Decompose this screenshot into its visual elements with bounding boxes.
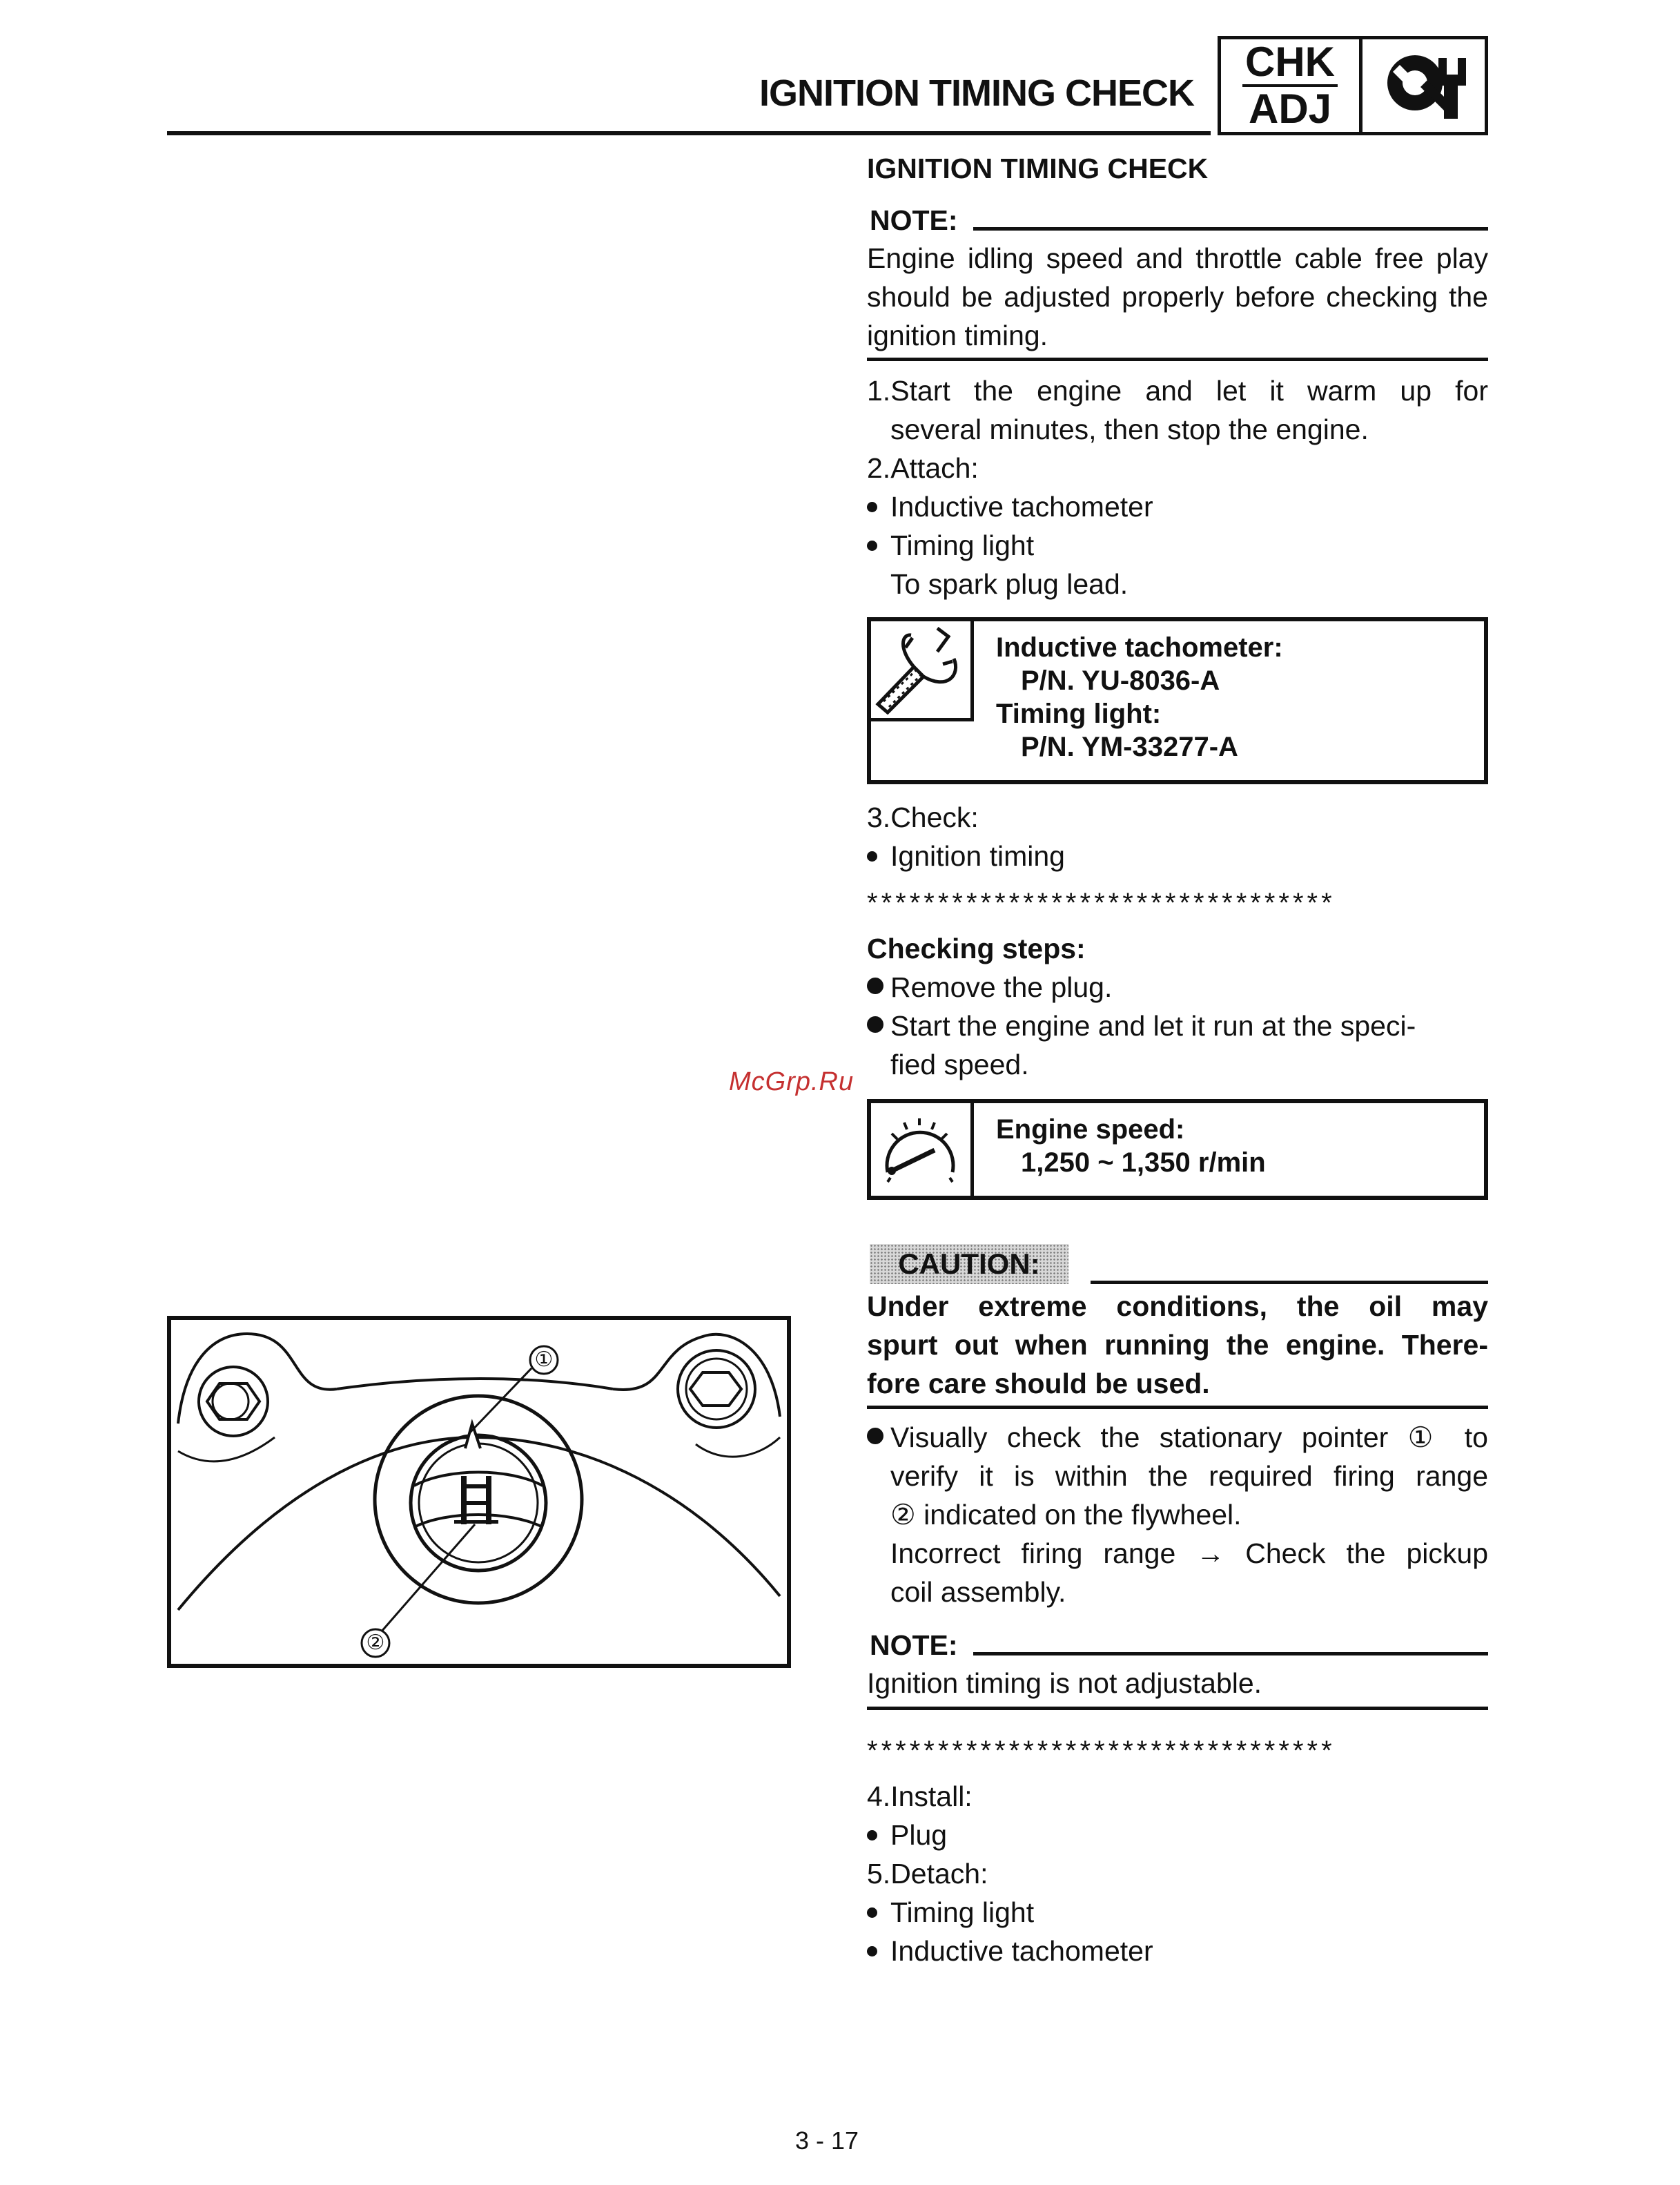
step-4: 4.Install: [867, 1780, 973, 1812]
separator-stars-2: ********************************* [867, 1736, 1336, 1766]
engine-speed-text [974, 1103, 1266, 1196]
bullet-icon [867, 851, 877, 862]
step-3-label: 3.Check: [867, 802, 979, 833]
engine-speed-box [867, 1099, 1488, 1200]
checking-steps [867, 929, 1488, 1084]
list-item: Remove the plug. [867, 968, 1488, 1007]
steps-4-5 [867, 1777, 1488, 1970]
page-number: 3 - 17 [795, 2126, 859, 2155]
caution-end-rule [867, 1406, 1488, 1409]
badge-text [1221, 39, 1362, 132]
bullet-icon [867, 1016, 883, 1033]
list-item: Timing light [867, 1893, 1488, 1932]
note-header [867, 204, 1488, 236]
checking-b2-cont: fied speed. [890, 1049, 1029, 1080]
separator-stars: ********************************* [867, 888, 1336, 918]
note-rule-2 [973, 1652, 1488, 1655]
note-end-rule [867, 358, 1488, 361]
wrench-gear-icon [1362, 39, 1485, 132]
tool-2-name: Timing light: [996, 699, 1162, 729]
engine-speed-value: 1,250 ~ 1,350 r/min [1021, 1147, 1266, 1178]
tachometer-icon [871, 1103, 974, 1196]
special-tool-icon [871, 621, 974, 721]
note-label: NOTE: [870, 204, 958, 236]
step-2-sub: To spark plug lead. [890, 568, 1129, 600]
list-item: Plug [867, 1816, 1488, 1854]
step-2: 2.Attach: [867, 452, 979, 484]
callout-2: ② [366, 1631, 385, 1654]
checking-heading: Checking steps: [867, 933, 1086, 964]
list-item: Ignition timing [867, 837, 1488, 875]
note-label-2: NOTE: [870, 1629, 958, 1661]
bullet-icon [867, 1830, 877, 1841]
callout-1: ① [534, 1348, 554, 1371]
bullet-icon [867, 502, 877, 512]
steps-1-2 [867, 371, 1488, 603]
list-item: Inductive tachometer [867, 487, 1488, 526]
step-3 [867, 798, 1488, 875]
note-text: Engine idling speed and throttle cable free play should be adjusted properly before checking the ignition timing. [867, 242, 1488, 351]
tool-2-pn: P/N. YM-33277-A [1021, 732, 1238, 762]
header-rule [167, 131, 1211, 135]
tool-1-pn: P/N. YU-8036-A [1021, 666, 1220, 696]
note-rule [973, 227, 1488, 231]
bullet-icon [867, 1907, 877, 1918]
page-title: IGNITION TIMING CHECK [759, 72, 1194, 114]
step-5: 5.Detach: [867, 1858, 988, 1890]
badge-chk: CHK [1242, 41, 1338, 87]
step-1-line-2: several minutes, then stop the engine. [890, 414, 1369, 445]
badge-adj: ADJ [1248, 86, 1332, 132]
section-heading: IGNITION TIMING CHECK [867, 153, 1209, 184]
note-end-rule-2 [867, 1707, 1488, 1710]
tool-1-name: Inductive tachometer: [996, 632, 1283, 663]
special-tool-box [867, 617, 1488, 784]
list-item: Inductive tachometer [867, 1932, 1488, 1970]
flywheel-figure [167, 1316, 791, 1668]
list-item: Start the engine and let it run at the speci- [867, 1007, 1488, 1045]
watermark: McGrp.Ru [729, 1067, 854, 1096]
list-item: Visually check the stationary pointer ① to [867, 1418, 1488, 1457]
note-text-2: Ignition timing is not adjustable. [867, 1667, 1262, 1699]
bullet-icon [867, 1428, 883, 1444]
visual-check: Visually check the stationary pointer ① to verify it is within the required firing range ② indicated on the flywheel. Incorrect firing range → Check the pickup coil assembly. [867, 1418, 1488, 1611]
caution-rule [1091, 1281, 1488, 1284]
bolt-head [207, 1383, 260, 1419]
engine-speed-label: Engine speed: [996, 1114, 1185, 1145]
bullet-icon [867, 978, 883, 994]
list-item: Timing light [867, 526, 1488, 565]
step-1-line-1: 1.Start the engine and let it warm up for [867, 375, 1488, 407]
caution-text: Under extreme conditions, the oil may spurt out when running the engine. There- fore care should be used. [867, 1290, 1488, 1399]
bullet-icon [867, 541, 877, 551]
bullet-icon [867, 1946, 877, 1956]
special-tool-text [974, 621, 1283, 780]
note-header-2 [867, 1629, 1488, 1661]
section-badge [1218, 36, 1488, 135]
caution-label: CAUTION: [870, 1244, 1068, 1284]
